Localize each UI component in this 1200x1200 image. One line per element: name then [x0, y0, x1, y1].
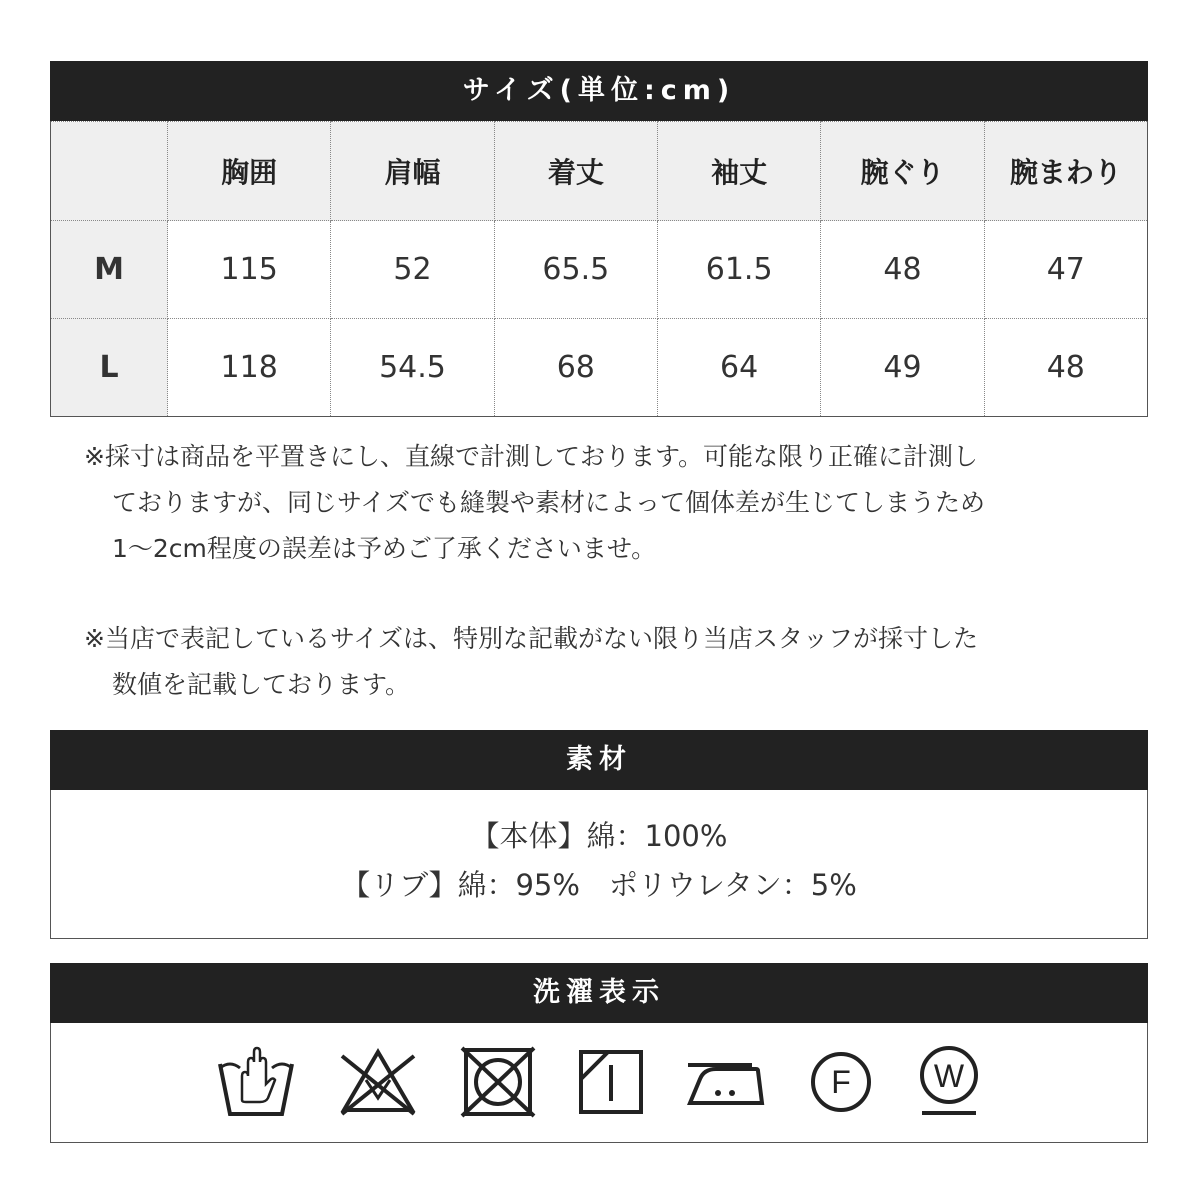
column-header-sleeve: 袖丈 — [657, 122, 820, 221]
size-table — [50, 121, 1148, 417]
column-header-length: 着丈 — [494, 122, 657, 221]
size-table-corner — [51, 122, 168, 221]
column-header-chest: 胸囲 — [168, 122, 331, 221]
note-line: 数値を記載しております。 — [112, 670, 411, 699]
care-box — [50, 1023, 1148, 1143]
size-cell: 48 — [821, 221, 984, 319]
size-label: M — [51, 221, 168, 319]
dry-clean-letter: F — [831, 1064, 851, 1100]
note-line: 1〜2cm程度の誤差は予めご了承くださいませ。 — [112, 534, 657, 563]
material-line-rib: 【リブ】綿：95% ポリウレタン：5% — [341, 868, 857, 902]
hand-wash-icon — [216, 1044, 296, 1120]
size-cell: 47 — [984, 221, 1147, 319]
care-section-header: 洗濯表示 — [50, 963, 1148, 1023]
no-tumble-dry-icon — [460, 1046, 536, 1118]
column-header-armhole: 腕ぐり — [821, 122, 984, 221]
size-section-header: サイズ(単位:cm) — [50, 61, 1148, 121]
wet-clean-w-icon — [916, 1045, 982, 1119]
note-line: ※採寸は商品を平置きにし、直線で計測しております。可能な限り正確に計測し — [84, 442, 978, 471]
column-header-arm-circumference: 腕まわり — [984, 122, 1147, 221]
size-cell: 48 — [984, 319, 1147, 417]
material-box — [50, 790, 1148, 939]
no-bleach-icon — [338, 1046, 418, 1118]
line-dry-shade-icon — [578, 1049, 644, 1115]
size-cell: 52 — [331, 221, 494, 319]
care-icons — [51, 1023, 1147, 1141]
size-cell: 68 — [494, 319, 657, 417]
material-line-body: 【本体】綿：100% — [470, 819, 728, 853]
size-table-header-row — [51, 122, 1148, 221]
note-line: ※当店で表記しているサイズは、特別な記載がない限り当店スタッフが採寸した — [84, 624, 978, 653]
size-row-l — [51, 319, 1148, 417]
dry-clean-f-icon — [808, 1049, 874, 1115]
size-notation-note — [84, 616, 978, 708]
size-cell: 64 — [657, 319, 820, 417]
material-section-header: 素材 — [50, 730, 1148, 790]
wet-clean-letter: W — [933, 1058, 965, 1094]
size-cell: 49 — [821, 319, 984, 417]
column-header-shoulder: 肩幅 — [331, 122, 494, 221]
note-line: ておりますが、同じサイズでも縫製や素材によって個体差が生じてしまうため — [112, 488, 986, 517]
size-cell: 115 — [168, 221, 331, 319]
size-cell: 61.5 — [657, 221, 820, 319]
size-row-m — [51, 221, 1148, 319]
measurement-note — [84, 434, 985, 572]
size-cell: 65.5 — [494, 221, 657, 319]
size-cell: 54.5 — [331, 319, 494, 417]
iron-medium-icon — [686, 1055, 766, 1109]
size-cell: 118 — [168, 319, 331, 417]
size-label: L — [51, 319, 168, 417]
